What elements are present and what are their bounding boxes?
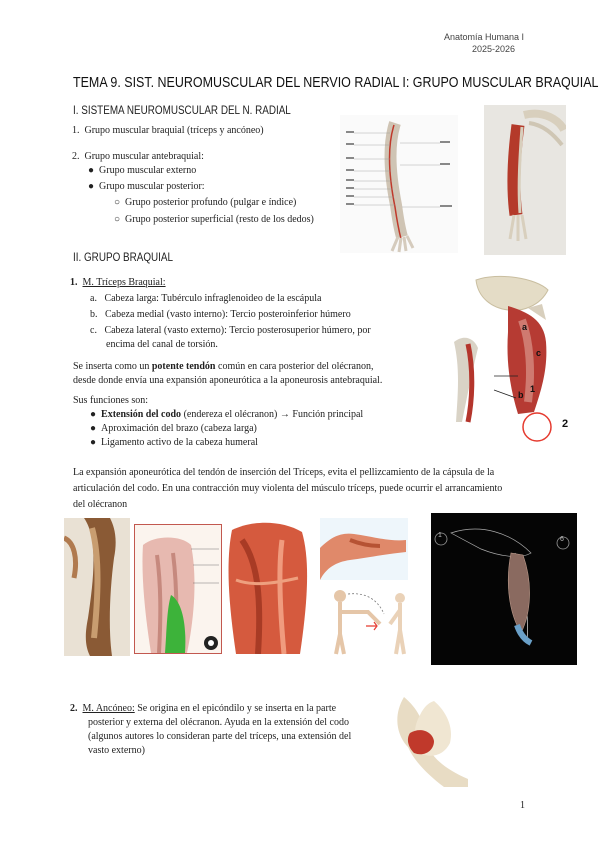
back-muscles-illustration xyxy=(222,520,314,654)
anconeo-line-2: posterior y externa del olécranon. Ayuda en la extensión del codo xyxy=(88,717,349,728)
list-text: Cabeza larga: Tubérculo infraglenoideo de la escápula xyxy=(104,293,322,304)
triceps-3d-model-image xyxy=(431,513,577,665)
text: (endereza el olécranon) → Función principal xyxy=(181,409,364,420)
figure-label-b: b xyxy=(518,390,524,400)
bullet-icon: ● xyxy=(90,423,97,434)
bold-text: Extensión del codo xyxy=(101,409,182,420)
course-year: 2025-2026 xyxy=(472,44,516,54)
circle-bullet-icon: ○ xyxy=(114,214,121,225)
sublist-item-b xyxy=(88,180,205,194)
list-letter: c. xyxy=(90,325,97,336)
list-text: Grupo muscular antebraquial: xyxy=(84,151,204,162)
triceps-anatomy-image xyxy=(448,272,580,442)
bold-text: potente tendón xyxy=(151,361,216,372)
circle-bullet-icon: ○ xyxy=(114,197,121,208)
section-heading-2: II. GRUPO BRAQUIAL xyxy=(73,252,174,264)
section-heading-1: I. SISTEMA NEUROMUSCULAR DEL N. RADIAL xyxy=(73,105,291,117)
anconeo-line-1 xyxy=(70,702,336,716)
figure-label-a: a xyxy=(522,322,528,332)
triceps-head-c xyxy=(90,324,371,338)
cadaver-dissection-image xyxy=(64,518,130,656)
insertion-line-1 xyxy=(73,360,374,374)
bullet-icon: ● xyxy=(90,437,97,448)
text: común en cara posterior del olécranon, xyxy=(215,361,374,372)
list-item-1 xyxy=(72,124,264,138)
posterior-arm-diagram xyxy=(134,524,222,654)
circled-label-6: 6 xyxy=(560,536,564,543)
bullet-icon: ● xyxy=(88,181,95,192)
page-title: TEMA 9. SIST. NEUROMUSCULAR DEL NERVIO RADIAL I: GRUPO MUSCULAR BRAQUIAL xyxy=(73,75,599,91)
sublist-item-b1 xyxy=(114,196,296,210)
text: Se inserta como un xyxy=(73,361,152,372)
bullet-icon: ● xyxy=(90,409,97,420)
anconeo-line-4: vasto externo) xyxy=(88,745,145,756)
arm-extension-photo xyxy=(320,518,408,580)
triceps-heading xyxy=(70,276,166,290)
list-number: 1. xyxy=(70,277,78,288)
function-item-3 xyxy=(90,436,258,450)
list-item-2 xyxy=(72,150,204,164)
sublist-item-b2 xyxy=(114,213,314,227)
triceps-head-c-cont: encima del canal de torsión. xyxy=(106,339,218,350)
list-text: Grupo muscular braquial (tríceps y ancóneo) xyxy=(84,125,264,136)
list-text: Cabeza lateral (vasto externo): Tercio posterosuperior húmero, por xyxy=(104,325,371,336)
text: Ligamento activo de la cabeza humeral xyxy=(101,437,258,448)
text: Se origina en el epicóndilo y se inserta en la parte xyxy=(134,703,337,714)
triceps-head-b xyxy=(90,308,351,322)
expansion-paragraph-line-2: articulación del codo. En una contracción muy violenta del músculo tríceps, puede ocurrir el arrancamiento xyxy=(73,483,503,494)
arm-skeleton-muscle-image xyxy=(484,105,566,255)
anconeo-title: M. Ancóneo: xyxy=(82,703,135,714)
anconeo-line-3: (algunos autores lo consideran parte del tríceps, una extensión del xyxy=(88,731,352,742)
expansion-paragraph-line-3: del olécranon xyxy=(73,499,128,510)
list-number: 2. xyxy=(70,703,78,714)
text: Aproximación del brazo (cabeza larga) xyxy=(101,423,257,434)
function-item-2 xyxy=(90,422,257,436)
list-letter: a. xyxy=(90,293,97,304)
page-number: 1 xyxy=(520,800,525,811)
sublist-text: Grupo muscular posterior: xyxy=(99,181,205,192)
figure-label-c: c xyxy=(536,348,542,358)
sublist-item-a xyxy=(88,164,196,178)
figure-label-1: 1 xyxy=(530,384,536,394)
course-name: Anatomía Humana I xyxy=(444,32,525,42)
triceps-head-a xyxy=(90,292,321,306)
elbow-extension-diagram xyxy=(318,584,416,656)
triceps-title: M. Tríceps Braquial: xyxy=(82,277,166,288)
circled-label-1: 1 xyxy=(438,532,442,539)
list-letter: b. xyxy=(90,309,98,320)
sublist-text: Grupo posterior profundo (pulgar e índice) xyxy=(125,197,297,208)
expansion-paragraph-line-1: La expansión aponeurótica del tendón de inserción del Tríceps, evita el pellizcamiento de la cápsula de la xyxy=(73,467,495,478)
list-number: 2. xyxy=(72,151,80,162)
functions-label: Sus funciones son: xyxy=(73,395,148,406)
list-text: Cabeza medial (vasto interno): Tercio posteroinferior húmero xyxy=(105,309,351,320)
sublist-text: Grupo muscular externo xyxy=(99,165,197,176)
radial-nerve-diagram xyxy=(340,115,458,253)
bullet-icon: ● xyxy=(88,165,95,176)
function-item-1 xyxy=(90,408,363,422)
list-number: 1. xyxy=(72,125,80,136)
figure-label-2: 2 xyxy=(562,418,569,430)
anconeo-elbow-image xyxy=(384,697,468,787)
sublist-text: Grupo posterior superficial (resto de los dedos) xyxy=(125,214,314,225)
insertion-line-2: desde donde envía una expansión aponeurótica a la aponeurosis antebraquial. xyxy=(73,375,383,386)
